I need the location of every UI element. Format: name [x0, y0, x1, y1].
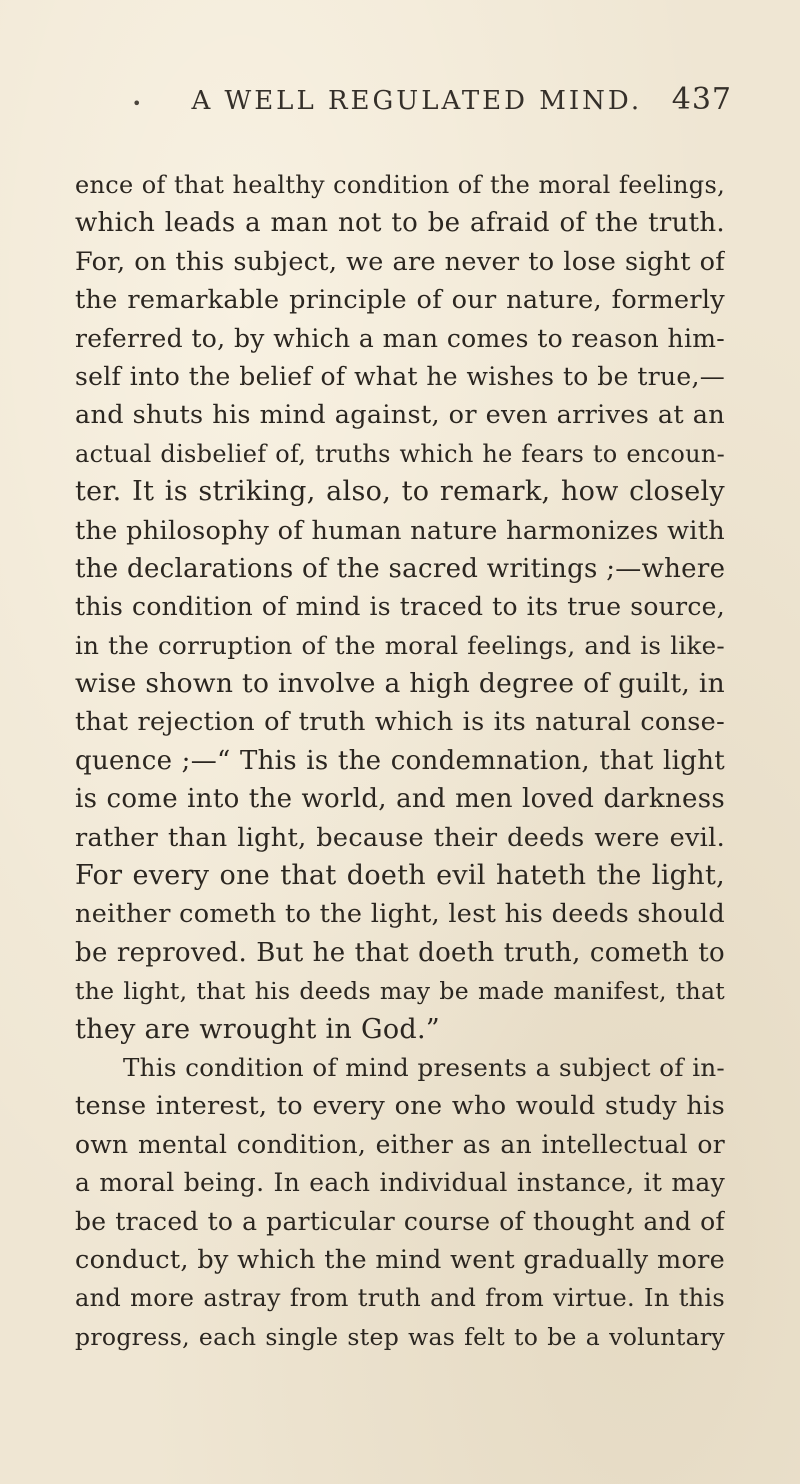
text-line: be reproved. But he that doeth truth, cometh to: [75, 937, 725, 968]
text-line: actual disbelief of, truths which he fears to encoun-: [75, 439, 725, 468]
text-line: referred to, by which a man comes to reason him-: [75, 323, 725, 353]
text-line: neither cometh to the light, lest his deeds should: [75, 899, 725, 930]
text-line: rather than light, because their deeds were evil.: [75, 822, 725, 853]
text-line: in the corruption of the moral feelings, and is like-: [75, 630, 725, 660]
text-line: is come into the world, and men loved darkness: [75, 784, 725, 815]
page-number: 437: [671, 82, 732, 117]
text-line: ter. It is striking, also, to remark, how closely: [75, 476, 725, 508]
text-line: For every one that doeth evil hateth the light,: [75, 860, 725, 892]
text-line: tense interest, to every one who would study his: [75, 1091, 725, 1122]
text-line: ence of that healthy condition of the moral feelings,: [75, 171, 725, 199]
text-line: self into the belief of what he wishes to be true,—: [75, 361, 725, 391]
text-line: For, on this subject, we are never to lose sight of: [75, 246, 725, 277]
body-text: [75, 166, 725, 1356]
text-line: which leads a man not to be afraid of the truth.: [75, 208, 725, 239]
text-line: the light, that his deeds may be made manifest, that: [75, 977, 725, 1006]
text-line: the declarations of the sacred writings ;—where: [75, 553, 725, 584]
running-title: A WELL REGULATED MIND.: [191, 86, 643, 116]
running-head: [132, 82, 732, 116]
text-line: that rejection of truth which is its natural conse-: [75, 707, 725, 738]
text-line: own mental condition, either as an intellectual or: [75, 1129, 725, 1159]
text-line: be traced to a particular course of thought and of: [75, 1206, 725, 1236]
text-line-paragraph-start: This condition of mind presents a subject of in-: [123, 1052, 725, 1082]
text-line: conduct, by which the mind went gradually more: [75, 1244, 725, 1275]
text-line: the philosophy of human nature harmonizes with: [75, 515, 725, 546]
text-line-paragraph-end: they are wrought in God.”: [75, 1013, 440, 1045]
header-mark: •: [132, 94, 144, 113]
text-line: the remarkable principle of our nature, formerly: [75, 285, 725, 316]
text-line: wise shown to involve a high degree of guilt, in: [75, 668, 725, 700]
text-line: progress, each single step was felt to be a voluntary: [75, 1322, 725, 1351]
text-line: and shuts his mind against, or even arrives at an: [75, 400, 725, 431]
text-line: this condition of mind is traced to its true source,: [75, 592, 725, 622]
text-line: and more astray from truth and from virtue. In this: [75, 1284, 725, 1313]
text-line: a moral being. In each individual instance, it may: [75, 1168, 725, 1198]
text-line: quence ;—“ This is the condemnation, that light: [75, 745, 725, 776]
